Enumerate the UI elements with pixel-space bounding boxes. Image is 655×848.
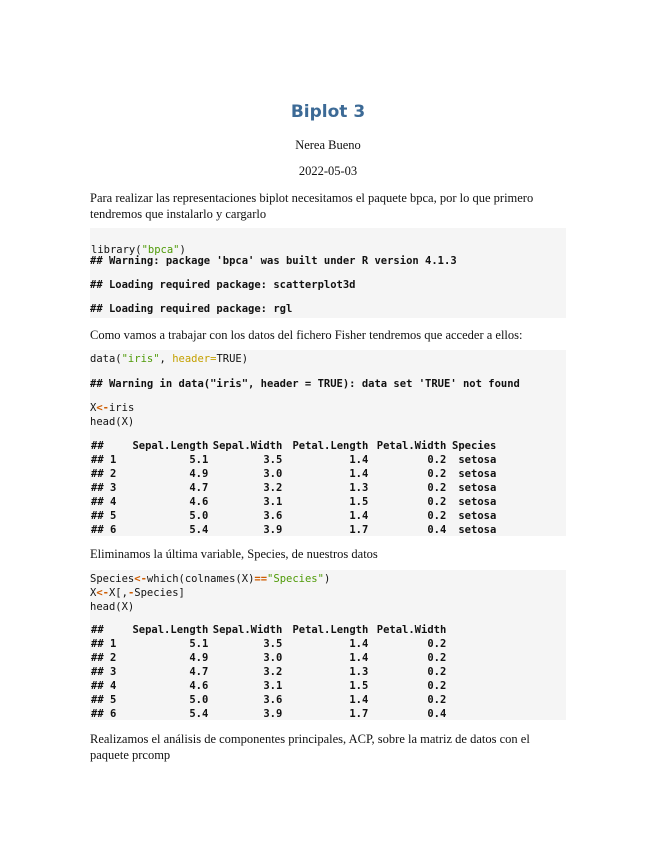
table-cell: 5.0 xyxy=(189,510,209,522)
table-cell: 0.2 xyxy=(427,510,447,522)
document-title: Biplot 3 xyxy=(290,102,366,122)
column-header: Species xyxy=(452,440,497,452)
table-cell: 1.4 xyxy=(349,454,369,466)
table-cell: 0.4 xyxy=(427,524,447,536)
table-cell: setosa xyxy=(458,524,497,536)
code-paren: ) xyxy=(241,353,249,365)
table-cell: 4.7 xyxy=(189,482,209,494)
code-var: X xyxy=(90,402,97,414)
table-row xyxy=(91,453,496,467)
table-cell: ## 3 xyxy=(91,482,117,494)
table-cell: setosa xyxy=(458,510,497,522)
table-cell: setosa xyxy=(458,482,497,494)
table-cell: 0.2 xyxy=(427,652,447,664)
table-cell: 3.6 xyxy=(263,510,283,522)
table-cell: 4.9 xyxy=(189,468,209,480)
table-cell: ## 2 xyxy=(91,468,117,480)
column-header: Sepal.Width xyxy=(212,440,283,452)
code-sep: , xyxy=(159,353,173,365)
code-string: "Species" xyxy=(267,573,324,585)
table-cell: 1.3 xyxy=(349,482,369,494)
code-drop-species xyxy=(90,586,566,600)
table-cell: 3.6 xyxy=(263,694,283,706)
table-row xyxy=(91,693,446,707)
code-var: iris xyxy=(108,402,135,414)
table-row xyxy=(91,707,446,721)
table-cell: 1.4 xyxy=(349,652,369,664)
table-cell: 1.5 xyxy=(349,680,369,692)
table-cell: 5.1 xyxy=(189,454,209,466)
table-cell: 0.2 xyxy=(427,680,447,692)
table-row xyxy=(91,637,446,651)
table-cell: 1.3 xyxy=(349,666,369,678)
code-string: "iris" xyxy=(121,353,160,365)
table-cell: 0.2 xyxy=(427,638,447,650)
code-data-call xyxy=(90,352,566,366)
code-head: head(X) xyxy=(90,601,135,613)
code-operator: <- xyxy=(96,402,109,414)
table-cell: ## 1 xyxy=(91,638,117,650)
table-row xyxy=(91,467,496,481)
table-cell: 5.4 xyxy=(189,708,209,720)
code-var: X xyxy=(90,587,97,599)
code-operator: <- xyxy=(134,573,147,585)
table-cell: ## 3 xyxy=(91,666,117,678)
code-string: "bpca" xyxy=(141,244,180,256)
table-cell: 3.5 xyxy=(263,638,283,650)
table-cell: setosa xyxy=(458,454,497,466)
code-fn: which(colnames(X) xyxy=(146,573,255,585)
output-warning-data: ## Warning in data("iris", header = TRUE): data set 'TRUE' not found xyxy=(90,378,520,390)
table-cell: 1.7 xyxy=(349,524,369,536)
column-header: Petal.Width xyxy=(376,440,447,452)
column-header: ## xyxy=(91,440,104,452)
table-cell: 4.9 xyxy=(189,652,209,664)
table-cell: 0.2 xyxy=(427,482,447,494)
table-cell: 3.9 xyxy=(263,524,283,536)
paragraph-data-access: Como vamos a trabajar con los datos del fichero Fisher tendremos que acceder a ellos: xyxy=(90,328,523,342)
table-cell: 0.2 xyxy=(427,454,447,466)
table-cell: setosa xyxy=(458,496,497,508)
code-paren: ) xyxy=(323,573,331,585)
table-row xyxy=(91,651,446,665)
author: Nerea Bueno xyxy=(295,138,361,152)
column-header: Sepal.Length xyxy=(132,624,209,636)
column-header: Sepal.Width xyxy=(212,624,283,636)
table-cell: 1.5 xyxy=(349,496,369,508)
table-cell: ## 6 xyxy=(91,708,117,720)
code-fn: data( xyxy=(90,353,122,365)
table-cell: 3.0 xyxy=(263,468,283,480)
table-cell: ## 6 xyxy=(91,524,117,536)
table-cell: ## 2 xyxy=(91,652,117,664)
table-row xyxy=(91,495,496,509)
table-cell: 1.4 xyxy=(349,694,369,706)
table-cell: setosa xyxy=(458,468,497,480)
table-cell: 3.0 xyxy=(263,652,283,664)
paragraph-intro: Para realizar las representaciones biplot necesitamos el paquete bpca, por lo que primero tendremos que instalarlo y cargarlo xyxy=(90,191,534,221)
table-cell: 3.9 xyxy=(263,708,283,720)
output-load-rgl: ## Loading required package: rgl xyxy=(90,303,293,315)
code-head: head(X) xyxy=(90,416,135,428)
output-warning-bpca: ## Warning: package 'bpca' was built under R version 4.1.3 xyxy=(90,255,457,267)
table-cell: 3.2 xyxy=(263,666,283,678)
table-cell: 5.0 xyxy=(189,694,209,706)
table-row xyxy=(91,679,446,693)
code-index: X[, xyxy=(108,587,128,599)
table-cell: 1.4 xyxy=(349,510,369,522)
table-cell: 1.4 xyxy=(349,638,369,650)
column-header: ## xyxy=(91,624,104,636)
table-cell: 0.2 xyxy=(427,496,447,508)
table-cell: 4.7 xyxy=(189,666,209,678)
table-row xyxy=(91,481,496,495)
column-header: Petal.Width xyxy=(376,624,447,636)
paragraph-pca: Realizamos el análisis de componentes principales, ACP, sobre la matriz de datos con el paquete prcomp xyxy=(90,732,530,762)
table-cell: ## 5 xyxy=(91,510,117,522)
table-cell: 3.2 xyxy=(263,482,283,494)
table-cell: 3.5 xyxy=(263,454,283,466)
table-cell: 4.6 xyxy=(189,496,209,508)
table-header-row xyxy=(91,623,446,637)
table-header-row xyxy=(91,439,496,453)
code-assign-iris xyxy=(90,401,566,415)
table-cell: 0.2 xyxy=(427,694,447,706)
table-row xyxy=(91,523,496,537)
table-cell: ## 4 xyxy=(91,496,117,508)
date: 2022-05-03 xyxy=(298,164,358,178)
table-cell: ## 1 xyxy=(91,454,117,466)
code-index: Species] xyxy=(134,587,185,599)
table-cell: 0.2 xyxy=(427,666,447,678)
code-paren: ) xyxy=(179,244,186,256)
table-cell: 1.4 xyxy=(349,468,369,480)
code-fn: library( xyxy=(91,244,142,256)
iris-numeric-table xyxy=(91,623,446,721)
code-operator: == xyxy=(254,573,268,585)
table-cell: 3.1 xyxy=(263,680,283,692)
column-header: Sepal.Length xyxy=(132,440,209,452)
table-cell: 5.4 xyxy=(189,524,209,536)
code-operator: <- xyxy=(96,587,109,599)
column-header: Petal.Length xyxy=(292,624,369,636)
table-cell: 1.7 xyxy=(349,708,369,720)
table-row xyxy=(91,509,496,523)
table-cell: ## 5 xyxy=(91,694,117,706)
table-cell: 0.4 xyxy=(427,708,447,720)
code-arg: header= xyxy=(172,353,217,365)
code-var: Species xyxy=(90,573,135,585)
table-cell: 0.2 xyxy=(427,468,447,480)
table-row xyxy=(91,665,446,679)
output-load-scatterplot3d: ## Loading required package: scatterplot3d xyxy=(90,279,356,291)
column-header: Petal.Length xyxy=(292,440,369,452)
table-cell: 5.1 xyxy=(189,638,209,650)
code-value: TRUE xyxy=(216,353,242,365)
paragraph-remove-species: Eliminamos la última variable, Species, de nuestros datos xyxy=(90,547,378,561)
table-cell: ## 4 xyxy=(91,680,117,692)
code-operator: - xyxy=(127,587,135,599)
iris-table xyxy=(91,439,496,537)
table-cell: 4.6 xyxy=(189,680,209,692)
code-species-which xyxy=(90,572,566,586)
table-cell: 3.1 xyxy=(263,496,283,508)
